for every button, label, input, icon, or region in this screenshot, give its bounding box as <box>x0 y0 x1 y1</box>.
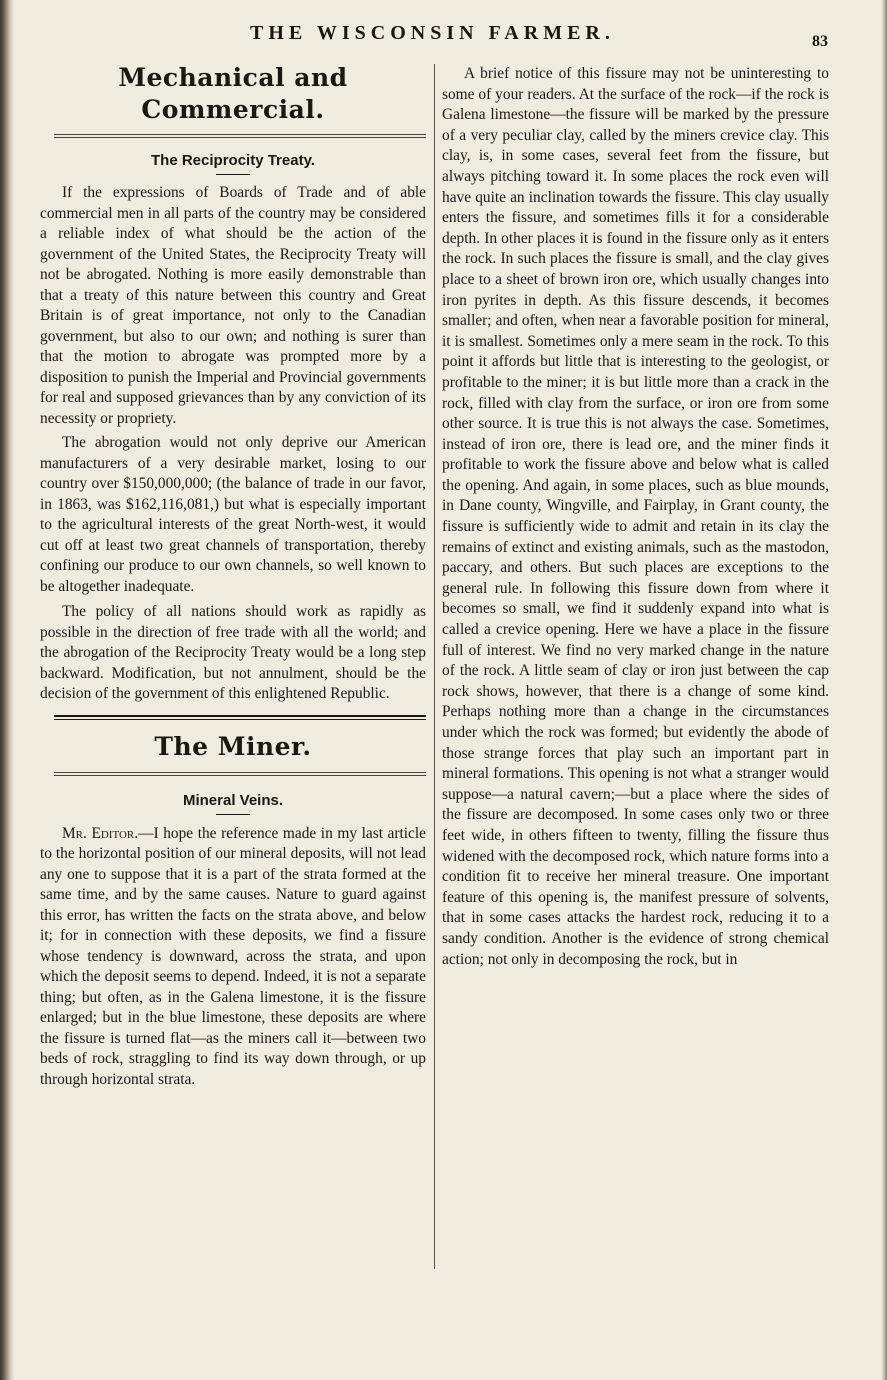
paragraph <box>40 824 426 1091</box>
paragraph-continued: A brief notice of this fissure may not be uninteresting to some of your readers. At the surface of the rock—if the rock is Galena limestone—the fissure will be marked by the pressure of a very peculiar clay, called by the miners crevice clay. This clay, is, in some cases, several feet from the fissure, but always pitching toward it. In some places the rock even will have quite an inclination towards the fissure. This clay usually enters the fissure, and sometimes fills it for a considerable depth. In other places it is found in the fissure only as it enters the rock. In such places the fissure is small, and the clay gives place to a sheet of brown iron ore, which usually changes into iron pyrites in depth. As this fissure descends, it becomes smaller; and often, when near a favorable position for mineral, it is smallest. Sometimes only a mere seam in the rock. To this point it affords but little that is interesting to the geologist, or profitable to the miner; it is but little more than a crack in the rock, filled with clay from the surface, or iron ore from some other source. It is true this is not always the case. Sometimes, instead of iron ore, there is lead ore, and the miner finds it profitable to work the fissure above and below what is called the opening. And again, in some places, such as blue mounds, in Dane county, Wingville, and Fairplay, in Grant county, the fissure is sufficiently wide to admit and retain in its clay the remains of extinct and existing animals, such as the mastodon, paccary, and others. But such places are exceptions to the general rule. In following this fissure down from where it becomes so small, we find it suddenly expand into what is called a crevice opening. Here we have a place in the fissure full of interest. We find no very marked change in the nature of the rock. A little seam of clay or iron just between the cap rock shows, however, that there is a change of some kind. Perhaps nothing more than a change in the circumstances under which the rock was formed; but evidently the abode of those strange forces that play such an important part in mineral formations. This opening is not what a stranger would suppose—a natural cavern;—but a place where the sides of the fissure are decomposed. In some cases only two or three feet wide, in others fifteen to twenty, filling the fissure thus widened with the decomposed rock, which nature forms into a condition fit to receive her mineral treasure. One important feature of this opening is, the manifest pressure of solvents, that in some cases attacks the hardest rock, reducing it to a sandy condition. Another is the evidence of strong chemical action; not only in decomposing the rock, but in <box>442 65 829 968</box>
page-edge-shadow <box>0 0 14 1380</box>
department-title-miner: The Miner. <box>154 731 312 761</box>
title-rule <box>216 814 250 815</box>
paragraph: If the expressions of Boards of Trade and of able commercial men in all parts of the country may be considered a reliable index of what should be the action of the government of the United States, the Reciprocity Treaty will not be abrogated. Nothing is more easily demonstrable than that a treaty of this nature between this country and Great Britain is of great importance, not only to the Canadian government, but also to our own; and nothing is surer than that the motion to abrogate was prompted more by a disposition to punish the Imperial and Provincial governments for real and supposed grievances than by any conviction of its necessity or propriety. <box>40 184 426 427</box>
column-divider <box>434 64 435 1269</box>
section-rule <box>54 772 426 776</box>
page-number: 83 <box>812 33 828 50</box>
left-column <box>40 60 426 1090</box>
paragraph: The abrogation would not only deprive our American manufacturers of a very desirable market, losing to our country over $150,000,000; (the balance of trade in our favor, in 1863, was $162,116,081,) but what is especially important to the agricultural interests of the great North-west, it would cut off at least two great channels of transportation, thereby confining our produce to our own channels, so well known to be altogether inadequate. <box>40 434 426 595</box>
paragraph: The policy of all nations should work as rapidly as possible in the direction of free trade with all the world; and the abrogation of the Reciprocity Treaty would be a long step backward. Modification, but not annulment, should be the decision of the government of this enlightened Republic. <box>40 603 426 702</box>
article-title-reciprocity: The Reciprocity Treaty. <box>151 152 315 169</box>
title-rule <box>216 174 250 175</box>
right-column <box>442 64 829 970</box>
running-title: THE WISCONSIN FARMER. <box>250 22 615 44</box>
page-edge-right <box>881 0 887 1380</box>
section-rule-heavy <box>54 715 426 720</box>
department-title-mechanical: Mechanical and Commercial. <box>118 63 348 124</box>
section-rule <box>54 134 426 138</box>
article-title-mineral-veins: Mineral Veins. <box>182 791 284 809</box>
salutation: Mr. Editor. <box>62 824 139 842</box>
paragraph-text: —I hope the reference made in my last article to the horizontal position of our mineral deposits, will not lead any one to suppose that it is a part of the strata formed at the same time, and by the same causes. Nature to guard against this error, has written the facts on the strata above, and below it; for in connection with these deposits, we find a fissure whose tendency is downward, across the strata, and upon which the deposit seems to depend. Indeed, it is not a separate thing; but often, as in the Galena limestone, it is the fissure enlarged; but in the blue limestone, these deposits are where the fissure is turned flat—as the miners call it—between two beds of rock, straggling to find its way down through, or up through horizontal strata. <box>40 824 426 1088</box>
